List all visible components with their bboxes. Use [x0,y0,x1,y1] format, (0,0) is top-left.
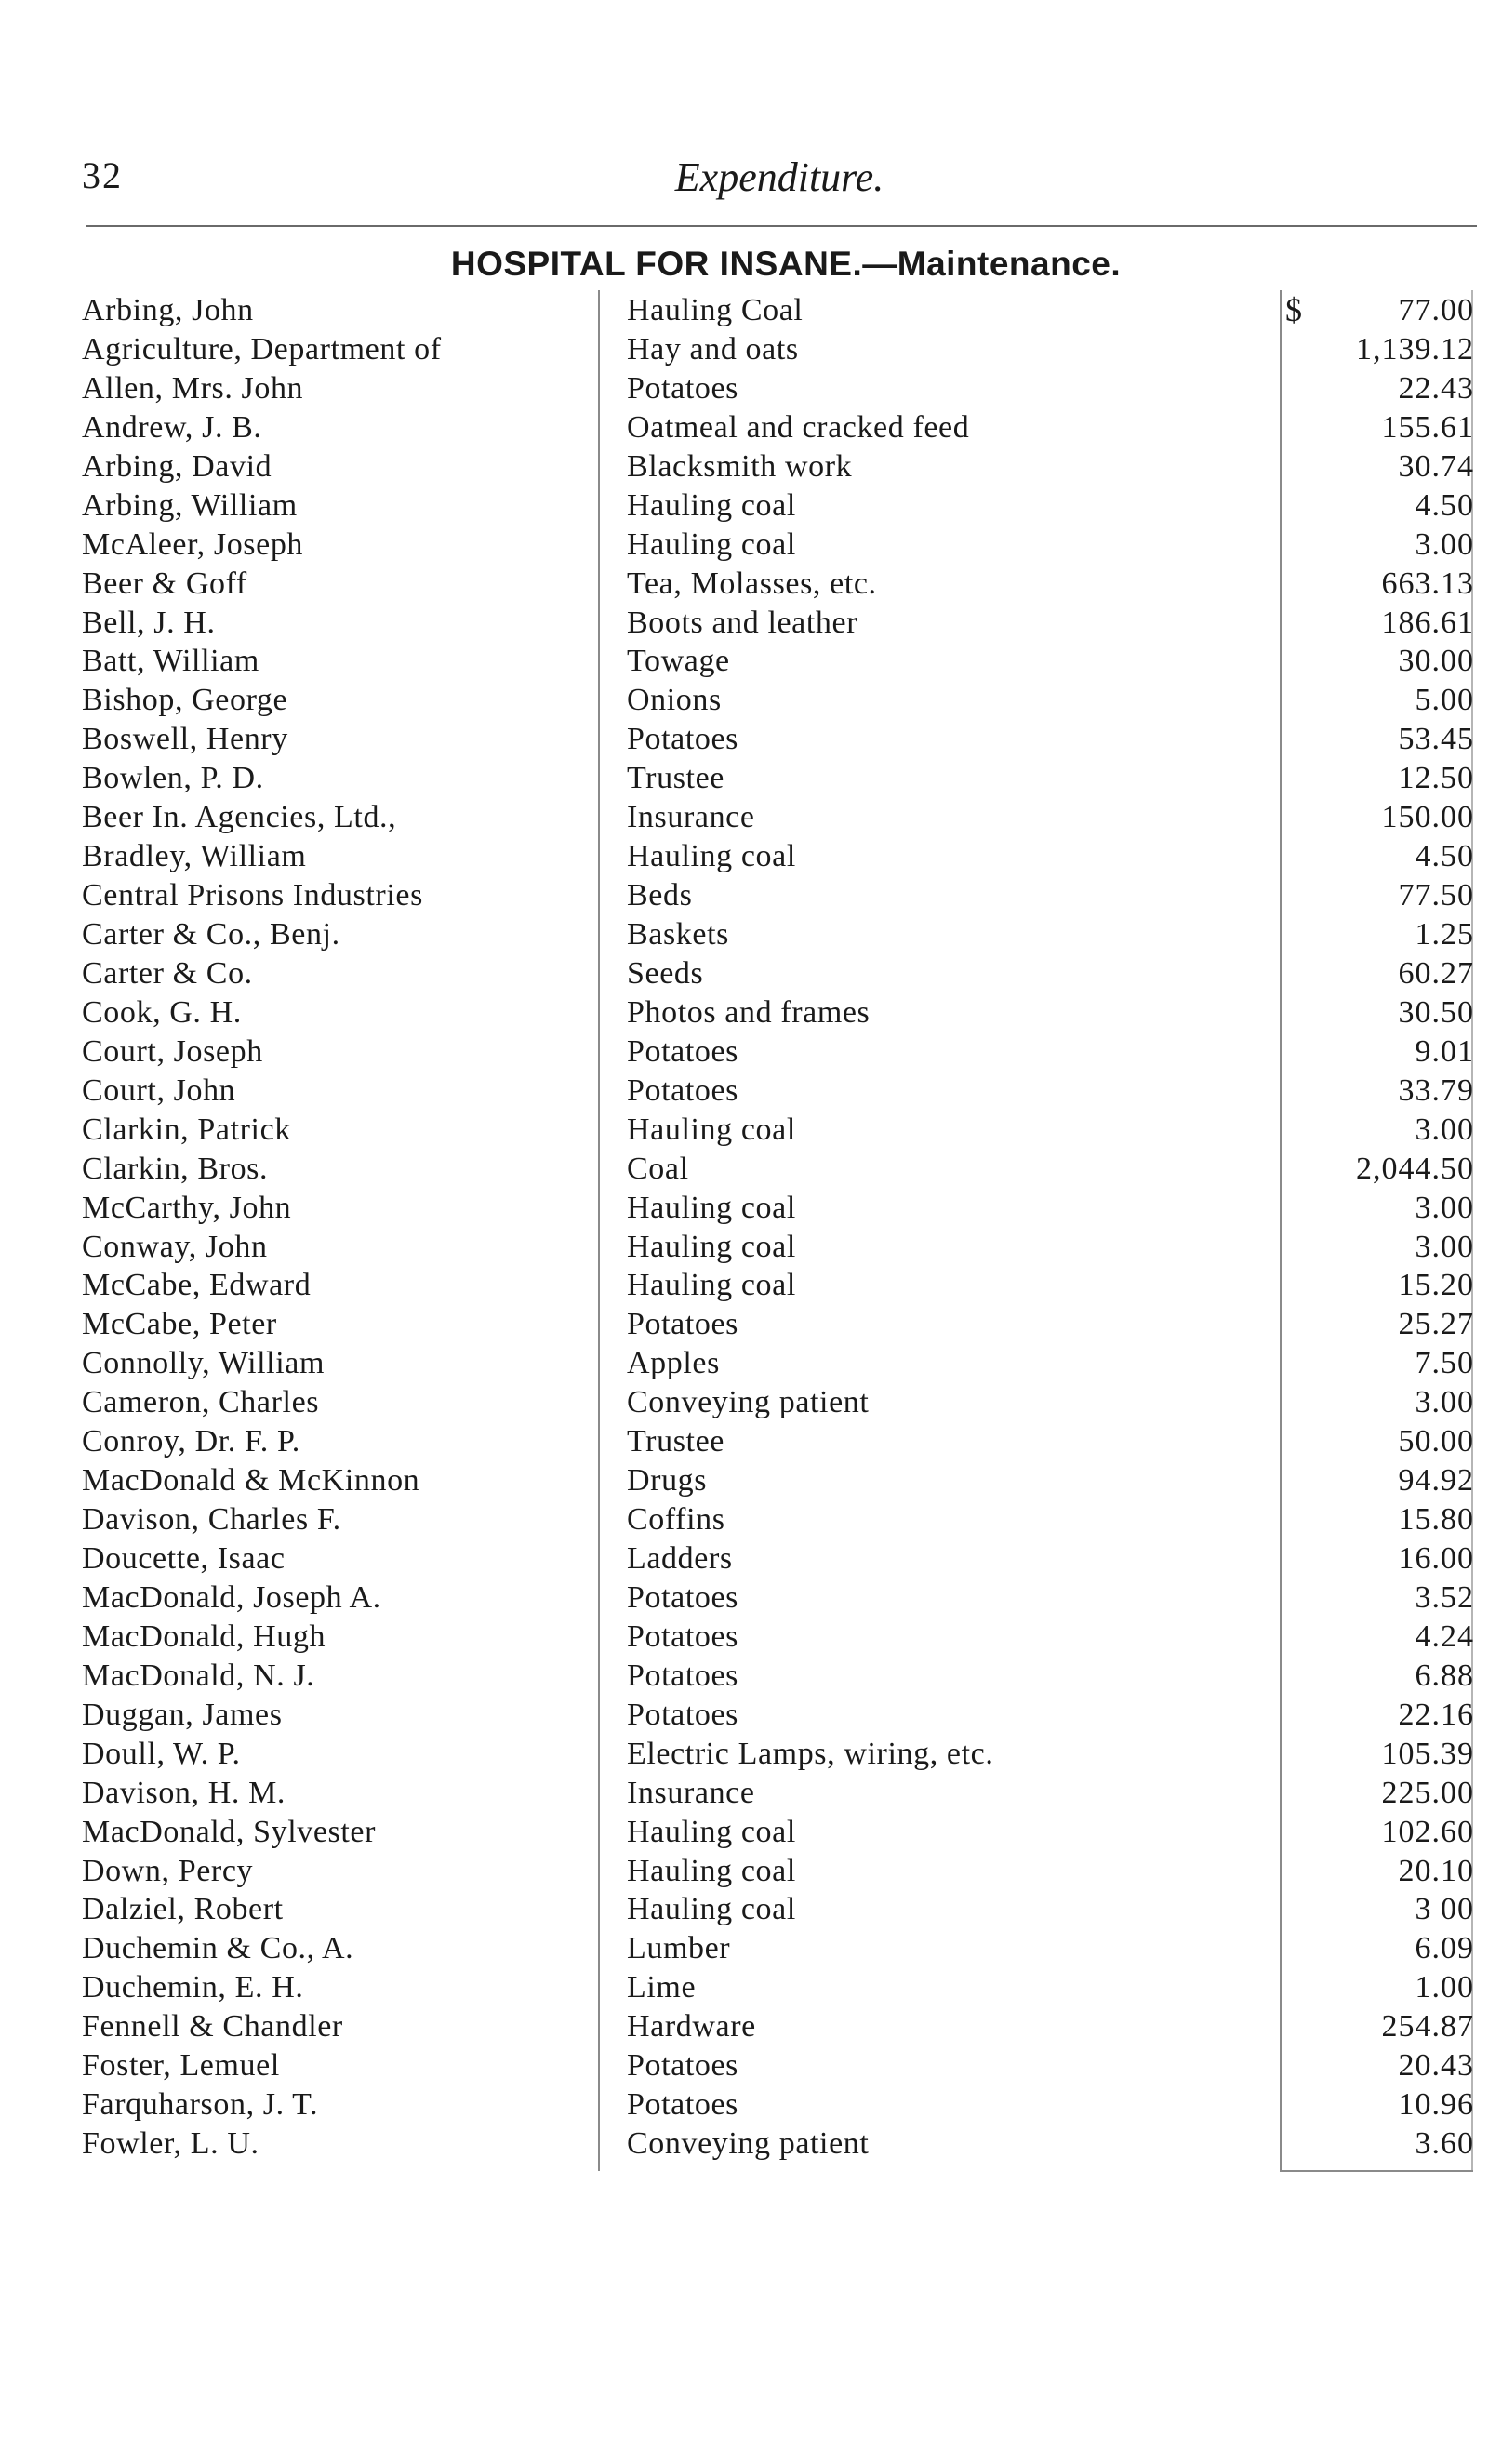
ledger-row [82,2046,1477,2085]
expense-amount: 33.79 [1398,1072,1474,1108]
ledger-row [82,1968,1477,2007]
expense-amount: 15.20 [1398,1268,1474,1303]
expense-description: Hay and oats [627,331,799,366]
ledger-row [82,1774,1477,1813]
ledger-row [82,447,1477,486]
running-title: Expenditure. [674,154,884,200]
expense-amount: 663.13 [1381,566,1474,601]
expense-description: Hauling coal [627,1190,796,1225]
expense-amount: 4.50 [1415,487,1474,523]
expense-description: Trustee [627,1424,724,1459]
payee-name: Arbing, David [82,448,272,484]
ledger-row [82,1266,1477,1305]
expense-description: Boots and leather [627,605,858,640]
expense-amount: 30.74 [1398,448,1474,484]
expense-amount: 22.16 [1398,1697,1474,1732]
payee-name: Cameron, Charles [82,1385,320,1420]
ledger-row [82,1189,1477,1228]
expense-description: Oatmeal and cracked feed [627,409,970,445]
expense-amount: 7.50 [1415,1346,1474,1381]
ledger-row [82,915,1477,954]
payee-name: Connolly, William [82,1346,325,1381]
expense-amount: 225.00 [1381,1775,1474,1810]
payee-name: Boswell, Henry [82,722,288,757]
payee-name: McCabe, Peter [82,1307,277,1342]
expense-amount: 3.00 [1415,1112,1474,1147]
expense-amount: 4.50 [1415,839,1474,874]
expense-description: Insurance [627,1775,755,1810]
ledger-row [82,1929,1477,1968]
ledger-row [82,486,1477,526]
payee-name: Beer In. Agencies, Ltd., [82,800,397,835]
ledger-row [82,1696,1477,1735]
expense-amount: 186.61 [1381,605,1474,640]
ledger-row [82,993,1477,1032]
ledger-row [82,291,1477,330]
ledger-row [82,2007,1477,2046]
payee-name: Clarkin, Bros. [82,1151,269,1186]
payee-name: Carter & Co., Benj. [82,917,340,952]
ledger-row [82,1111,1477,1150]
expense-description: Baskets [627,917,729,952]
expense-description: Potatoes [627,1307,739,1342]
ledger-row [82,2124,1477,2164]
expense-description: Lime [627,1970,697,2005]
ledger-row [82,408,1477,447]
expense-description: Coal [627,1151,689,1186]
expense-description: Hauling coal [627,1112,796,1147]
expense-description: Potatoes [627,1658,739,1693]
expense-amount: 22.43 [1398,370,1474,406]
expense-amount: 3.00 [1415,1385,1474,1420]
expenditure-ledger [82,291,1477,2164]
ledger-row [82,1500,1477,1539]
ledger-row [82,369,1477,408]
payee-name: Bowlen, P. D. [82,761,264,796]
expense-amount: 155.61 [1381,409,1474,445]
payee-name: McCabe, Edward [82,1268,312,1303]
ledger-row [82,1032,1477,1072]
expense-description: Electric Lamps, wiring, etc. [627,1736,994,1771]
expense-amount: 3.52 [1415,1579,1474,1615]
expense-amount: 105.39 [1381,1736,1474,1771]
ledger-row [82,1461,1477,1500]
ledger-row [82,330,1477,369]
expense-amount: 20.10 [1398,1853,1474,1888]
expense-amount: 1.00 [1415,1970,1474,2005]
expense-amount: 1.25 [1415,917,1474,952]
payee-name: Duchemin, E. H. [82,1970,304,2005]
expense-description: Coffins [627,1502,725,1538]
ledger-row [82,604,1477,643]
expense-description: Conveying patient [627,2126,870,2162]
section-heading: HOSPITAL FOR INSANE.—Maintenance. [450,245,1122,283]
payee-name: Court, John [82,1072,236,1108]
expense-description: Potatoes [627,1618,739,1654]
ledger-row [82,720,1477,759]
payee-name: Davison, Charles F. [82,1502,341,1538]
expense-amount: 102.60 [1381,1814,1474,1849]
expense-description: Drugs [627,1463,708,1498]
expense-amount: 94.92 [1398,1463,1474,1498]
payee-name: Arbing, John [82,293,254,327]
ledger-row [82,681,1477,720]
ledger-row [82,954,1477,993]
expense-amount: 16.00 [1398,1541,1474,1576]
expense-amount: 25.27 [1398,1307,1474,1342]
ledger-row [82,876,1477,915]
expense-amount: 3.00 [1415,1190,1474,1225]
ledger-row [82,1383,1477,1422]
payee-name: Doucette, Isaac [82,1541,286,1576]
expense-description: Hardware [627,2009,756,2044]
ledger-row [82,1578,1477,1618]
expense-amount: 30.00 [1398,644,1474,679]
expense-amount: 12.50 [1398,761,1474,796]
payee-name: MacDonald, N. J. [82,1658,315,1693]
currency-symbol: $ [1285,291,1302,328]
ledger-row [82,798,1477,837]
payee-name: Central Prisons Industries [82,878,423,913]
ledger-row [82,642,1477,681]
expense-description: Hauling coal [627,1853,796,1888]
payee-name: McCarthy, John [82,1190,292,1225]
payee-name: Cook, G. H. [82,994,242,1030]
expense-description: Potatoes [627,1697,739,1732]
ledger-row [82,759,1477,798]
expense-description: Hauling coal [627,526,796,562]
ledger-row [82,1305,1477,1344]
expense-amount: 50.00 [1398,1424,1474,1459]
payee-name: Doull, W. P. [82,1736,241,1771]
expense-description: Conveying patient [627,1385,870,1420]
expense-amount: 77.50 [1398,878,1474,913]
expense-amount: 3.60 [1415,2126,1474,2162]
expense-description: Photos and frames [627,994,871,1030]
total-rule [1280,2170,1473,2172]
expense-description: Seeds [627,955,704,991]
payee-name: Dalziel, Robert [82,1892,284,1927]
ledger-row [82,1150,1477,1189]
expense-amount: 6.88 [1415,1658,1474,1693]
payee-name: Arbing, William [82,487,298,523]
payee-name: Beer & Goff [82,566,247,601]
ledger-row [82,1539,1477,1578]
ledger-row [82,1618,1477,1657]
ledger-row [82,1072,1477,1111]
expense-description: Hauling Coal [627,293,804,327]
expense-description: Hauling coal [627,1268,796,1303]
payee-name: Davison, H. M. [82,1775,286,1810]
payee-name: Fennell & Chandler [82,2009,343,2044]
expense-description: Apples [627,1346,720,1381]
expense-description: Hauling coal [627,1892,796,1927]
ledger-row [82,2085,1477,2124]
payee-name: Agriculture, Department of [82,331,442,366]
expense-description: Blacksmith work [627,448,853,484]
expense-description: Hauling coal [627,487,796,523]
expense-amount: 1,139.12 [1356,331,1474,366]
payee-name: MacDonald & McKinnon [82,1463,420,1498]
expense-description: Potatoes [627,1033,739,1069]
ledger-row [82,526,1477,565]
ledger-row [82,1852,1477,1891]
ledger-row [82,1228,1477,1267]
expense-amount: 6.09 [1415,1931,1474,1966]
payee-name: Foster, Lemuel [82,2048,280,2084]
expense-amount: 9.01 [1415,1033,1474,1069]
payee-name: Farquharson, J. T. [82,2087,319,2123]
payee-name: Batt, William [82,644,259,679]
expense-description: Lumber [627,1931,731,1966]
payee-name: Duggan, James [82,1697,283,1732]
expense-amount: 254.87 [1381,2009,1474,2044]
expense-description: Potatoes [627,1579,739,1615]
expense-description: Onions [627,683,722,718]
expense-amount: 77.00 [1398,293,1474,327]
expense-description: Tea, Molasses, etc. [627,566,877,601]
expense-description: Towage [627,644,730,679]
ledger-row [82,1735,1477,1774]
expense-amount: 20.43 [1398,2048,1474,2084]
expense-description: Hauling coal [627,1229,796,1264]
expense-amount: 2,044.50 [1356,1151,1474,1186]
expense-amount: 4.24 [1415,1618,1474,1654]
payee-name: MacDonald, Joseph A. [82,1579,381,1615]
payee-name: Bishop, George [82,683,288,718]
payee-name: Clarkin, Patrick [82,1112,291,1147]
payee-name: MacDonald, Hugh [82,1618,326,1654]
expense-amount: 150.00 [1381,800,1474,835]
payee-name: Carter & Co. [82,955,253,991]
expense-description: Potatoes [627,722,739,757]
payee-name: Down, Percy [82,1853,254,1888]
payee-name: McAleer, Joseph [82,526,304,562]
ledger-row [82,1890,1477,1929]
expense-amount: 53.45 [1398,722,1474,757]
expense-description: Ladders [627,1541,733,1576]
payee-name: Fowler, L. U. [82,2126,259,2162]
expense-amount: 15.80 [1398,1502,1474,1538]
ledger-row [82,837,1477,876]
expense-amount: 3.00 [1415,526,1474,562]
expense-amount: 3.00 [1415,1229,1474,1264]
expense-description: Potatoes [627,2087,739,2123]
payee-name: Duchemin & Co., A. [82,1931,354,1966]
payee-name: MacDonald, Sylvester [82,1814,377,1849]
expense-description: Trustee [627,761,724,796]
payee-name: Court, Joseph [82,1033,263,1069]
payee-name: Conway, John [82,1229,268,1264]
expense-description: Hauling coal [627,839,796,874]
expense-description: Hauling coal [627,1814,796,1849]
expense-description: Insurance [627,800,755,835]
expense-amount: 10.96 [1398,2087,1474,2123]
expense-description: Potatoes [627,2048,739,2084]
ledger-row [82,1813,1477,1852]
expense-amount: 3 00 [1415,1892,1474,1927]
payee-name: Conroy, Dr. F. P. [82,1424,300,1459]
payee-name: Bradley, William [82,839,307,874]
expense-description: Potatoes [627,1072,739,1108]
payee-name: Andrew, J. B. [82,409,262,445]
expense-description: Potatoes [627,370,739,406]
expense-amount: 60.27 [1398,955,1474,991]
page-number: 32 [82,154,123,196]
ledger-row [82,1422,1477,1461]
expense-amount: 5.00 [1415,683,1474,718]
ledger-row [82,1344,1477,1383]
payee-name: Allen, Mrs. John [82,370,304,406]
expense-description: Beds [627,878,693,913]
ledger-row [82,1657,1477,1696]
header-rule [86,225,1477,227]
expense-amount: 30.50 [1398,994,1474,1030]
ledger-row [82,565,1477,604]
page-header [82,153,1477,209]
payee-name: Bell, J. H. [82,605,216,640]
